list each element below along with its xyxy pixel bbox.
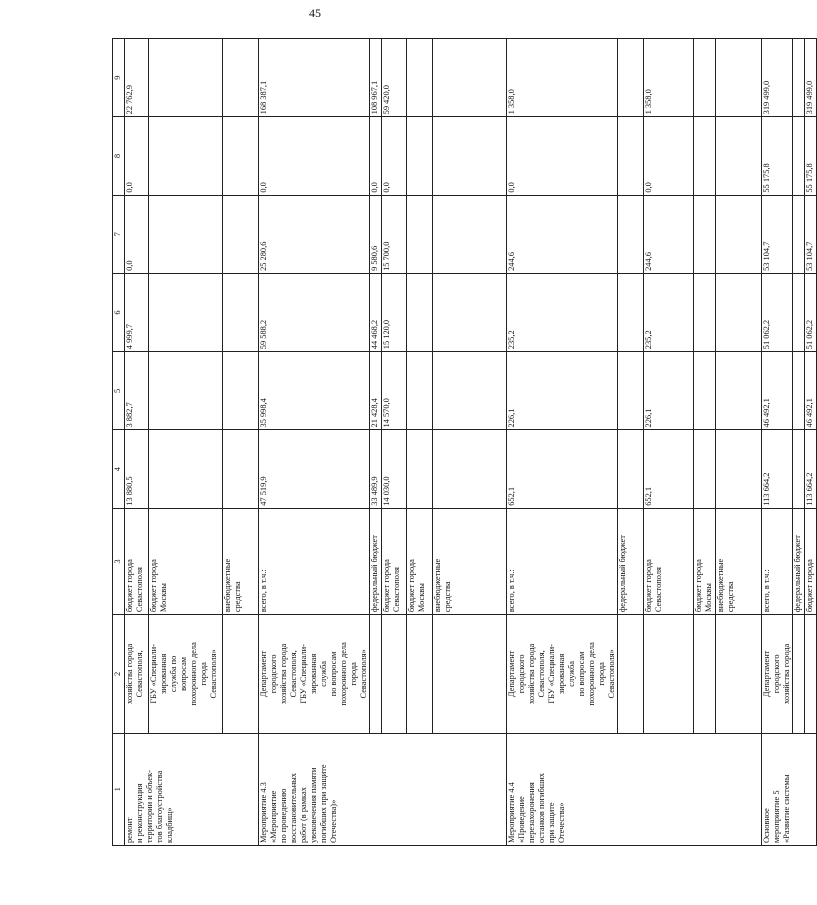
value-cell [793, 117, 805, 195]
header-cell: 4 [113, 430, 125, 508]
funding-source-cell: бюджет города Севастополя [644, 508, 694, 614]
funding-source-cell: внебюджетные средства [223, 508, 259, 614]
value-cell: 113 664,2 [762, 430, 793, 508]
value-cell [223, 195, 259, 273]
value-cell: 55 175,8 [805, 117, 817, 195]
executor-cell: хозяйства города Севастополя, [125, 615, 149, 733]
value-cell [694, 273, 716, 351]
value-cell [149, 273, 223, 351]
value-cell: 244,6 [644, 195, 694, 273]
header-row [113, 39, 125, 846]
value-cell [793, 352, 805, 430]
value-cell: 15 120,0 [382, 273, 407, 351]
value-cell: 22 762,9 [125, 39, 149, 117]
value-cell: 35 998,4 [259, 352, 370, 430]
value-cell: 0,0 [259, 117, 370, 195]
value-cell: 13 880,5 [125, 430, 149, 508]
activity-name-cell: Основное мероприятие 5 «Развитие системы [762, 733, 817, 845]
value-cell: 21 428,4 [370, 352, 382, 430]
executor-cell [805, 615, 817, 733]
value-cell [694, 195, 716, 273]
value-cell [407, 39, 433, 117]
value-cell: 0,0 [125, 195, 149, 273]
executor-cell [716, 615, 762, 733]
funding-source-cell: всего, в т.ч.: [259, 508, 370, 614]
value-cell: 53 104,7 [805, 195, 817, 273]
value-cell [618, 352, 644, 430]
value-cell: 33 489,9 [370, 430, 382, 508]
value-cell [223, 39, 259, 117]
header-cell: 8 [113, 117, 125, 195]
value-cell [793, 39, 805, 117]
table-row [618, 39, 644, 846]
value-cell: 235,2 [507, 273, 618, 351]
value-cell [716, 39, 762, 117]
executor-cell: Департамент городского хозяйства города [762, 615, 793, 733]
value-cell: 3 882,7 [125, 352, 149, 430]
executor-cell [223, 615, 259, 733]
funding-source-cell: всего, в т.ч.: [762, 508, 793, 614]
value-cell [618, 195, 644, 273]
value-cell: 59 420,0 [382, 39, 407, 117]
value-cell: 44 468,2 [370, 273, 382, 351]
header-cell: 2 [113, 615, 125, 733]
table-row [370, 39, 382, 846]
value-cell [149, 39, 223, 117]
value-cell: 4 999,7 [125, 273, 149, 351]
funding-source-cell: бюджет города Москвы [694, 508, 716, 614]
executor-cell [694, 615, 716, 733]
value-cell [716, 352, 762, 430]
value-cell: 14 570,0 [382, 352, 407, 430]
value-cell: 319 499,0 [805, 39, 817, 117]
funding-source-cell: бюджет города [805, 508, 817, 614]
value-cell [433, 195, 507, 273]
value-cell: 9 580,6 [370, 195, 382, 273]
value-cell: 113 664,2 [805, 430, 817, 508]
value-cell: 1 358,0 [507, 39, 618, 117]
value-cell [149, 117, 223, 195]
executor-cell [370, 615, 382, 733]
value-cell [694, 117, 716, 195]
table-row [125, 39, 149, 846]
value-cell: 1 358,0 [644, 39, 694, 117]
funding-source-cell: бюджет города Москвы [407, 508, 433, 614]
value-cell: 15 700,0 [382, 195, 407, 273]
executor-cell: ГБУ «Специали- зированная служба по вопросам похоронного дела города Севастополя» [149, 615, 223, 733]
funding-source-cell: бюджет города Севастополя [382, 508, 407, 614]
value-cell [407, 430, 433, 508]
value-cell [223, 430, 259, 508]
header-cell: 6 [113, 273, 125, 351]
value-cell: 47 519,9 [259, 430, 370, 508]
value-cell [694, 352, 716, 430]
value-cell: 652,1 [644, 430, 694, 508]
funding-source-cell: федеральный бюджет [618, 508, 644, 614]
header-cell: 7 [113, 195, 125, 273]
value-cell [618, 430, 644, 508]
value-cell [149, 352, 223, 430]
executor-cell: Департамент городского хозяйства города Севастополя, ГБУ «Специали- зированная служба по вопросам похоронного дела города Севастополя» [259, 615, 370, 733]
value-cell: 319 499,0 [762, 39, 793, 117]
executor-cell [793, 615, 805, 733]
funding-source-cell: внебюджетные средства [716, 508, 762, 614]
value-cell: 46 492,1 [762, 352, 793, 430]
funding-source-cell: бюджет города Москвы [149, 508, 223, 614]
value-cell [793, 273, 805, 351]
funding-source-cell: федеральный бюджет [370, 508, 382, 614]
funding-source-cell: всего, в т.ч.: [507, 508, 618, 614]
value-cell [407, 273, 433, 351]
executor-cell [407, 615, 433, 733]
value-cell [618, 117, 644, 195]
value-cell [716, 117, 762, 195]
table-row [716, 39, 762, 846]
value-cell: 652,1 [507, 430, 618, 508]
executor-cell [644, 615, 694, 733]
value-cell: 0,0 [507, 117, 618, 195]
value-cell: 0,0 [125, 117, 149, 195]
value-cell: 244,6 [507, 195, 618, 273]
table-row [694, 39, 716, 846]
value-cell [694, 430, 716, 508]
value-cell: 46 492,1 [805, 352, 817, 430]
value-cell [618, 273, 644, 351]
executor-cell: Департамент городского хозяйства города Севастополя, ГБУ «Специали- зированная служба по вопросам похоронного дела города Севастополя» [507, 615, 618, 733]
activity-name-cell: Мероприятие 4.4 «Проведение перезахоронения останков погибших при защите Отечества» [507, 733, 762, 845]
funding-source-cell: внебюджетные средства [433, 508, 507, 614]
value-cell: 25 280,6 [259, 195, 370, 273]
table-row [507, 39, 618, 846]
value-cell [618, 39, 644, 117]
executor-cell [618, 615, 644, 733]
value-cell [149, 195, 223, 273]
header-cell: 9 [113, 39, 125, 117]
table-row [407, 39, 433, 846]
value-cell: 226,1 [507, 352, 618, 430]
value-cell: 0,0 [382, 117, 407, 195]
funding-source-cell: федеральный бюджет [793, 508, 805, 614]
value-cell [433, 273, 507, 351]
table-row [805, 39, 817, 846]
value-cell [433, 352, 507, 430]
funding-source-cell: бюджет города Севастополя [125, 508, 149, 614]
value-cell [433, 117, 507, 195]
page-number: 45 [309, 6, 321, 20]
executor-cell [382, 615, 407, 733]
table-row [762, 39, 793, 846]
value-cell: 235,2 [644, 273, 694, 351]
value-cell [716, 430, 762, 508]
activity-name-cell: Мероприятие 4.3 «Мероприятие по проведению восстановительных работ (в рамках увековечения памяти погибших при защите Отечества)» [259, 733, 507, 845]
table-row [149, 39, 223, 846]
value-cell [149, 430, 223, 508]
value-cell: 53 104,7 [762, 195, 793, 273]
value-cell: 51 062,2 [762, 273, 793, 351]
table-row [644, 39, 694, 846]
value-cell [223, 117, 259, 195]
value-cell [793, 195, 805, 273]
value-cell: 0,0 [644, 117, 694, 195]
value-cell [793, 430, 805, 508]
value-cell: 59 588,2 [259, 273, 370, 351]
table-row [259, 39, 370, 846]
activity-name-cell: ремонт и реконструкция территории и объек- тов благоустройства кладбищ» [125, 733, 259, 845]
value-cell [407, 117, 433, 195]
executor-cell [433, 615, 507, 733]
value-cell [716, 195, 762, 273]
value-cell: 226,1 [644, 352, 694, 430]
table-row [433, 39, 507, 846]
header-cell: 3 [113, 508, 125, 614]
value-cell [223, 273, 259, 351]
value-cell [433, 39, 507, 117]
table-row [382, 39, 407, 846]
value-cell [694, 39, 716, 117]
value-cell: 55 175,8 [762, 117, 793, 195]
value-cell [407, 195, 433, 273]
value-cell: 14 030,0 [382, 430, 407, 508]
value-cell [433, 430, 507, 508]
value-cell: 0,0 [370, 117, 382, 195]
value-cell [716, 273, 762, 351]
table-row [793, 39, 805, 846]
table-row [223, 39, 259, 846]
value-cell: 168 387,1 [259, 39, 370, 117]
value-cell: 51 062,2 [805, 273, 817, 351]
header-cell: 5 [113, 352, 125, 430]
value-cell: 108 967,1 [370, 39, 382, 117]
header-cell: 1 [113, 733, 125, 845]
value-cell [223, 352, 259, 430]
funding-table [112, 38, 817, 846]
value-cell [407, 352, 433, 430]
table-frame [112, 38, 814, 846]
